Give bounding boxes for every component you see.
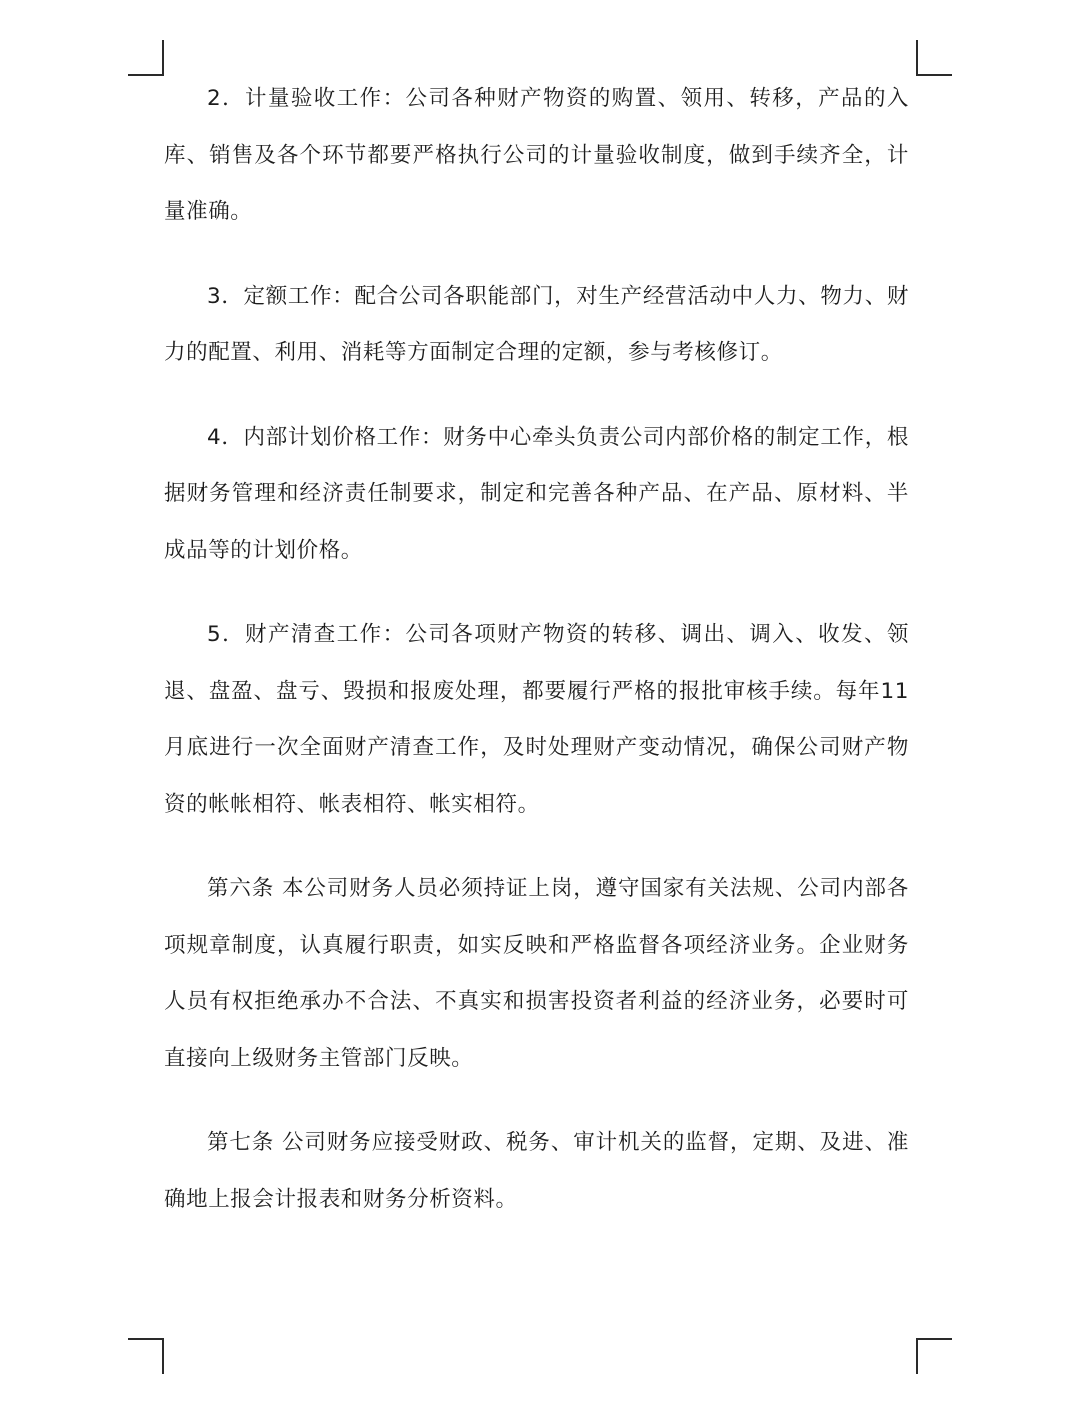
paragraph-internal-pricing: 4．内部计划价格工作：财务中心牵头负责公司内部价格的制定工作，根据财务管理和经济责任制要求，制定和完善各种产品、在产品、原材料、半成品等的计划价格。 [164, 424, 909, 563]
paragraph-article-seven: 第七条 公司财务应接受财政、税务、审计机关的监督，定期、及进、准确地上报会计报表和财务分析资料。 [164, 1130, 909, 1212]
paragraph-article-six: 第六条 本公司财务人员必须持证上岗，遵守国家有关法规、公司内部各项规章制度，认真履行职责，如实反映和严格监督各项经济业务。企业财务人员有权拒绝承办不合法、不真实和损害投资者利益的经济业务，必要时可直接向上级财务主管部门反映。 [164, 876, 909, 1071]
paragraph-metering-acceptance: 2．计量验收工作：公司各种财产物资的购置、领用、转移，产品的入库、销售及各个环节都要严格执行公司的计量验收制度，做到手续齐全，计量准确。 [164, 86, 909, 224]
crop-mark-bottom-left [128, 1338, 164, 1374]
crop-mark-top-left [128, 40, 164, 76]
crop-mark-bottom-right [916, 1338, 952, 1374]
document-body [164, 71, 909, 1256]
paragraph-property-inventory: 5．财产清查工作：公司各项财产物资的转移、调出、调入、收发、领退、盘盈、盘亏、毁损和报废处理，都要履行严格的报批审核手续。每年11月底进行一次全面财产清查工作，及时处理财产变动情况，确保公司财产物资的帐帐相符、帐表相符、帐实相符。 [164, 622, 909, 817]
paragraph-quota-work: 3．定额工作：配合公司各职能部门，对生产经营活动中人力、物力、财力的配置、利用、消耗等方面制定合理的定额，参与考核修订。 [164, 283, 909, 365]
crop-mark-top-right [916, 40, 952, 76]
